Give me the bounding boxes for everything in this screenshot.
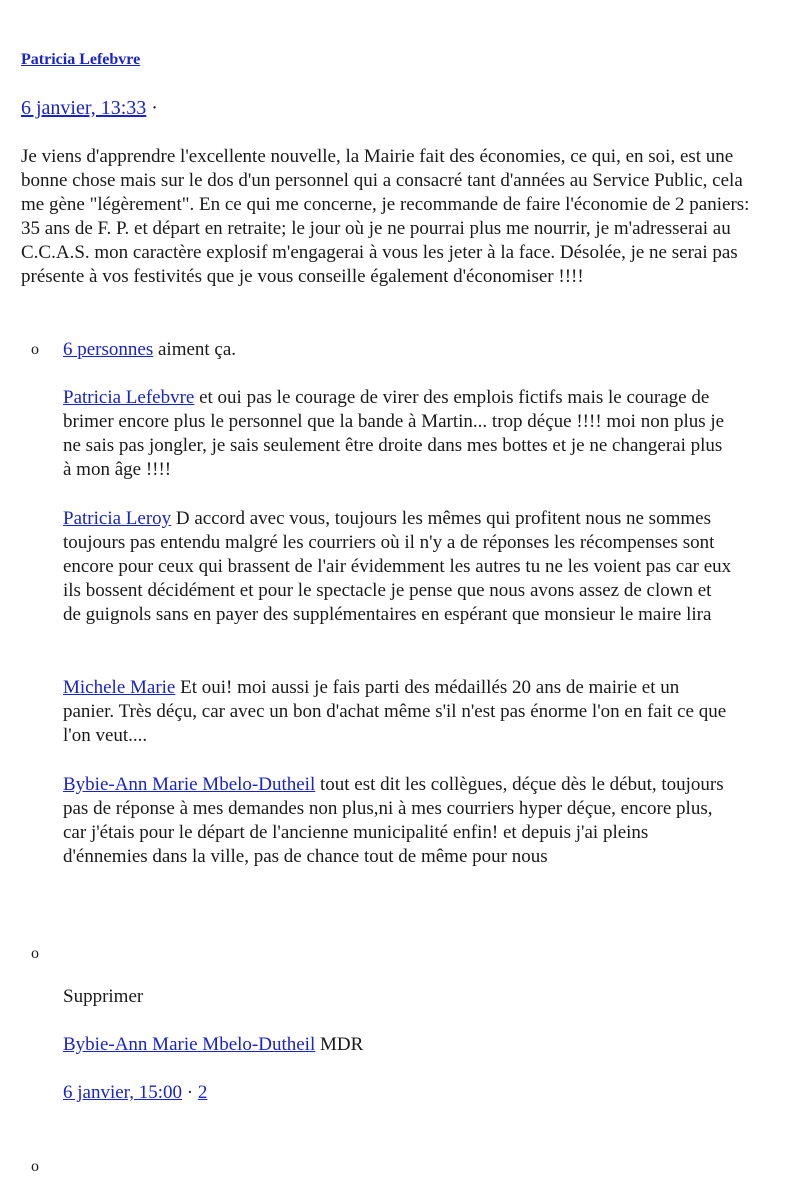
comment-author-link[interactable]: Bybie-Ann Marie Mbelo-Dutheil	[63, 774, 316, 795]
likes-text: aiment ça.	[153, 339, 237, 360]
reply-count-link[interactable]: 2	[197, 1082, 208, 1103]
reply-text: MDR	[315, 1034, 364, 1055]
comment	[63, 676, 733, 748]
comment-author-link[interactable]: Michele Marie	[63, 677, 176, 698]
comment-text: et oui pas le courage de virer des emplois fictifs mais le courage de brimer encore plus le personnel que la bande à Martin... trop déçue !!!! moi non plus je ne sais pas jongler, je sais seulement être droite dans mes bottes et je ne changerai plus à mon âge !!!!	[63, 387, 725, 480]
delete-link[interactable]: Supprimer	[63, 986, 144, 1007]
reply	[63, 1033, 733, 1057]
post-timestamp-link[interactable]: 6 janvier, 13:33	[21, 97, 147, 119]
meta-separator: ·	[151, 97, 158, 119]
list-bullet: o	[31, 341, 39, 358]
post-body: Je viens d'apprendre l'excellente nouvelle, la Mairie fait des économies, ce qui, en soi, est une bonne chose mais sur le dos d'un personnel qui a consacré tant d'années au Service Public, cela me gène "légèrement". En ce qui me concerne, je recommande de faire l'économie de 2 paniers: 35 ans de F. P. et départ en retraite; le jour où je ne pourrai plus me nourrir, je m'adresserai au C.C.A.S. mon caractère explosif m'engagerai à vous les jeter à la face. Désolée, je ne serai pas présente à vos festivités que je vous conseille également d'économiser !!!!	[21, 146, 750, 287]
comment	[63, 386, 733, 482]
likes-line	[63, 338, 733, 362]
post-meta	[21, 95, 158, 121]
comment-text: tout est dit les collègues, déçue dès le début, toujours pas de réponse à mes demandes non plus,ni à mes courriers hyper déçue, encore plus, car j'étais pour le départ de l'ancienne municipalité enfin! et depuis j'ai pleins d'énnemies dans la ville, pas de chance tout de même pour nous	[63, 774, 724, 867]
list-bullet: o	[31, 1158, 39, 1175]
comment-text: Et oui! moi aussi je fais parti des médaillés 20 ans de mairie et un panier. Très déçu, car avec un bon d'achat même s'il n'est pas énorme l'on en fait ce que l'on veut....	[63, 677, 727, 746]
reply-timestamp-link[interactable]: 6 janvier, 15:00	[63, 1082, 183, 1103]
comment	[63, 773, 733, 869]
meta-separator: ·	[186, 1082, 194, 1103]
comment-author-link[interactable]: Patricia Leroy	[63, 508, 172, 529]
reply-author-link[interactable]: Bybie-Ann Marie Mbelo-Dutheil	[63, 1034, 316, 1055]
comment-text: D accord avec vous, toujours les mêmes qui profitent nous ne sommes toujours pas entendu malgré les courriers où il n'y a de réponses les récompenses sont encore pour ceux qui brassent de l'air évidemment les autres tu ne les voient pas car eux ils bossent décidément et pour le spectacle je pense que nous avons assez de clown et de guignols sans en payer des supplémentaires en espérant que monsieur le maire lira	[63, 508, 732, 625]
reply-meta	[63, 1081, 733, 1105]
post-author-link[interactable]: Patricia Lefebvre	[21, 51, 141, 68]
comment	[63, 507, 733, 627]
likes-link[interactable]: 6 personnes	[63, 339, 154, 360]
comment-author-link[interactable]: Patricia Lefebvre	[63, 387, 195, 408]
list-bullet: o	[31, 945, 39, 962]
